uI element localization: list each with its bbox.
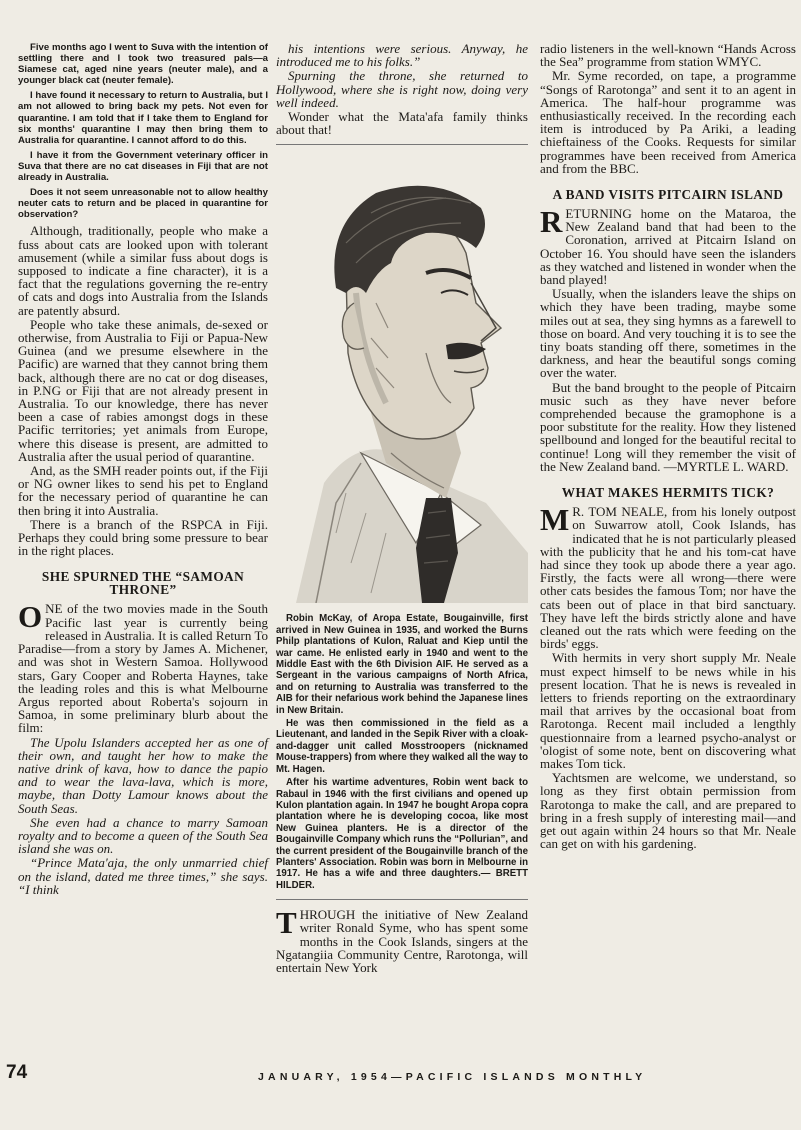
reader-letter-paragraph: I have found it necessary to return to Australia, but I am not allowed to bring back my pets. Not even for quarantine. I am told that if I take them to England for six months' quarantine I may then bring them to Australia for quarantine. I cannot afford to do this. <box>18 90 268 146</box>
article-lead-paragraph <box>540 204 796 288</box>
running-head: JANUARY, 1954—PACIFIC ISLANDS MONTHLY <box>258 1071 647 1083</box>
portrait-illustration <box>276 153 528 603</box>
quoted-paragraph: “Prince Mata'aja, the only unmarried chief on the island, dated me three times,” she says. “I think <box>18 855 268 897</box>
article-paragraph: And, as the SMH reader points out, if the Fiji or NG owner likes to send his pet to England for the necessary period of quarantine he can then bring it into Australia. <box>18 463 268 518</box>
drop-cap: M <box>540 502 570 538</box>
quoted-paragraph: Spurning the throne, she returned to Hollywood, where she is right now, doing very well indeed. <box>276 68 528 110</box>
article-paragraph: Usually, when the islanders leave the ships on which they have been trading, maybe some miles out at sea, they sing hymns as a farewell to those on board. And very touching it is to see the tiny boats standing off there, sometimes in the darkness, and hear the beautiful songs coming over the water. <box>540 286 796 381</box>
divider <box>276 144 528 145</box>
reader-letter-paragraph: Does it not seem unreasonable not to allow healthy neuter cats to return and be placed in quarantine for observation? <box>18 187 268 221</box>
article-paragraph: Although, traditionally, people who make a fuss about cats are looked upon with tolerant amusement (while a similar fuss about dogs is supposed to indicate a fine character), it is a fact that the regulations governing the re-entry of cats and dogs into Australia from the Islands are patently absurd. <box>18 223 268 318</box>
reader-letter-paragraph: Five months ago I went to Suva with the intention of settling there and I took two treasured pals—a Siamese cat, aged nine years (neuter male), and a younger black cat (neuter female). <box>18 42 268 87</box>
lead-text: HROUGH the initiative of New Zealand writer Ronald Syme, who has spent some months in the Cook Islands, singers at the Ngatangiia Community Centre, Rarotonga, will entertain New York <box>276 907 528 975</box>
quoted-paragraph: She even had a chance to marry Samoan royalty and to become a queen of the South Sea island she was on. <box>18 814 268 857</box>
article-lead-paragraph <box>18 599 268 736</box>
lead-text: ETURNING home on the Mataroa, the New Zealand band that had been to the Coronation, arrived at Pitcairn Island on October 16. You should have seen the islanders as they watched and listened in wonder when the band played! <box>540 206 796 288</box>
article-paragraph: But the band brought to the people of Pitcairn music such as they have never before comprehended because the gramophone is a poor substitute for the reality. How they listened spellbound and longed for the beautiful recital to continue! Long will they remember the visit of the New Zealand band. —MYRTLE L. WARD. <box>540 379 796 474</box>
lead-text: R. TOM NEALE, from his lonely outpost on Suwarrow atoll, Cook Islands, has indicated that he is not particularly pleased with the publicity that he and his tom-cat have had since they took up abode there a year ago. Firstly, the facts were all wrong—there were other cats besides the famous Tom; nor have the cats been out of place in that bird sanctuary. They have left the birds strictly alone and have cleaned out the rats which were feeding on the birds' eggs. <box>540 504 796 652</box>
page-footer <box>0 1062 801 1092</box>
article-paragraph: With hermits in very short supply Mr. Neale must expect himself to be news while in his present location. That he is news is revealed in letters to friends reporting on the extraordinary mail that arrives by the occasional boat from Rarotonga. Recent mail included a lengthly questionnaire from a learned psycho-analyst or 'ologist of some note, bent on discovering what makes Tom tick. <box>540 650 796 771</box>
drop-cap: R <box>540 204 563 240</box>
page-number: 74 <box>6 1062 28 1083</box>
photo-caption-paragraph: He was then commissioned in the field as a Lieutenant, and landed in the Sepik River with a cloak-and-dagger unit called Mosstroopers (nicknamed Mouse-trappers) from where they walked all the way to Mt. Hagen. <box>276 718 528 775</box>
drop-cap: O <box>18 599 43 635</box>
article-paragraph: There is a branch of the RSPCA in Fiji. Perhaps they could bring some pressure to bear in the right places. <box>18 516 268 559</box>
article-paragraph: People who take these animals, de-sexed or otherwise, from Australia to Fiji or Papua-New Guinea (and we presume elsewhere in the Pacific) are warned that they cannot bring them back, although there are no cat or dog diseases, in P.NG or Fiji that are not already present in Australia. To our knowledge, there has never been a case of rabies amongst dogs in these Pacific territories; yet animals from Europe, where this disease is present, are admitted to Australia after the usual period of quarantine. <box>18 316 268 464</box>
middle-column <box>276 42 528 975</box>
drop-cap: T <box>276 905 297 941</box>
article-paragraph: Mr. Syme recorded, on tape, a programme “Songs of Rarotonga” and sent it to an agent in America. The half-hour programme was enthusiastically received. In the recording each item is introduced by Pa Ariki, a leading chieftainess of the Cooks. Requests for similar programmes have been received from America and from the BBC. <box>540 68 796 176</box>
reader-letter-paragraph: I have it from the Government veterinary officer in Suva that there are no cat diseases in Fiji that are not already in Australia. <box>18 149 268 184</box>
lead-text: NE of the two movies made in the South Pacific last year is currently being released in Australia. It is called Return To Paradise—from a story by James A. Michener, and was shot in Western Samoa. Hollywood stars, Gary Cooper and Roberta Haynes, take the leading roles and this is what Melbourne Argus reported about Roberta's sojourn in Samoa, in some preliminary blurb about the film: <box>18 601 268 736</box>
photo-caption-paragraph: Robin McKay, of Aropa Estate, Bougainville, first arrived in New Guinea in 1935, and worked the Burns Philp plantations of Kulon, Raluat and Kiep until the war came. He enlisted early in 1940 and went to the Middle East with the 6th Division AIF. He served as a Sergeant in the various campaigns of North Africa, and on returning to Australia was transferred to the AIB for their nefarious work behind the Japanese lines in New Britain. <box>276 613 528 716</box>
photo-caption-paragraph: After his wartime adventures, Robin went back to Rabaul in 1946 with the first civilians and opened up Kulon plantation again. In 1947 he bought Aropa copra plantation where he is developing cocoa, like most New Guinea planters. He is a director of the Bougainville Company which runs the “Pollurian”, and the current president of the Bougainville branch of the Planters' Association. Robin was born in Melbourne in 1917. He has a wife and three daughters.— BRETT HILDER. <box>276 777 528 891</box>
quoted-paragraph: his intentions were serious. Anyway, he introduced me to his folks.” <box>276 41 528 70</box>
article-heading-samoan-throne: SHE SPURNED THE “SAMOAN THRONE” <box>41 569 245 598</box>
article-heading-pitcairn: A BAND VISITS PITCAIRN ISLAND <box>552 187 784 203</box>
article-heading-hermits: WHAT MAKES HERMITS TICK? <box>561 485 775 501</box>
article-lead-paragraph <box>540 502 796 652</box>
article-paragraph: Wonder what the Mata'afa family thinks about that! <box>276 109 528 138</box>
right-column <box>540 42 796 851</box>
article-paragraph: Yachtsmen are welcome, we understand, so long as they first obtain permission from Rarotonga to make the call, and are prepared to bring in a fresh supply of interesting mail—and get out again within 24 hours so that Mr. Neale can get on with his gardening. <box>540 770 796 852</box>
article-paragraph: radio listeners in the well-known “Hands Across the Sea” programme from station WMYC. <box>540 41 796 70</box>
quoted-paragraph: The Upolu Islanders accepted her as one of their own, and taught her how to make the native drink of kava, how to dance the papio and to wear the lava-lava, which is more, maybe, than Dotty Lamour knows about the South Seas. <box>18 734 268 816</box>
left-column <box>18 42 268 897</box>
divider <box>276 899 528 900</box>
article-lead-paragraph <box>276 905 528 975</box>
